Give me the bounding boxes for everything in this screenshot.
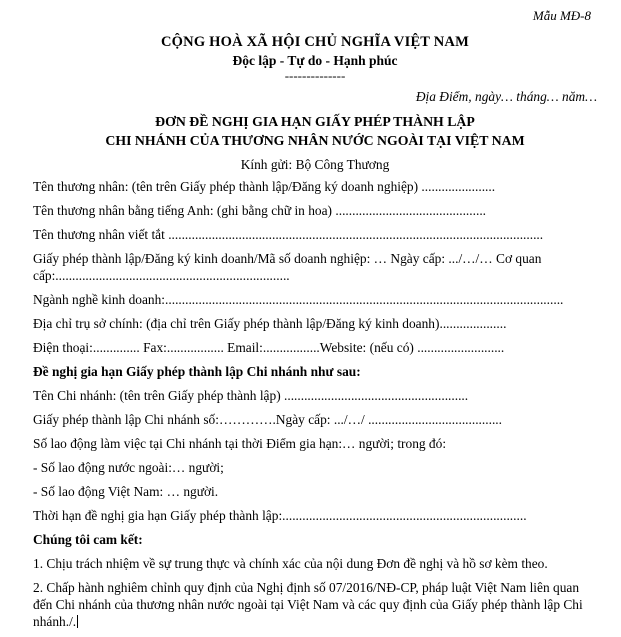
field-business-lines: Ngành nghề kinh doanh:.......................................................................................................................	[33, 292, 564, 307]
field-branch-name: Tên Chi nhánh: (tên trên Giấy phép thành lập) .......................................................	[33, 388, 469, 403]
form-body	[33, 178, 597, 637]
field-trader-name: Tên thương nhân: (tên trên Giấy phép thành lập/Đăng ký doanh nghiệp) ......................	[33, 179, 496, 194]
field-employee-count: Số lao động làm việc tại Chi nhánh tại thời Điểm gia hạn:… người; trong đó:	[33, 436, 447, 451]
commitment-item-2	[33, 579, 597, 630]
field-branch-license-number: Giấy phép thành lập Chi nhánh số:………….Ngày cấp: .../…/ ........................................	[33, 412, 502, 427]
commitment-item-2-text: 2. Chấp hành nghiêm chỉnh quy định của Nghị định số 07/2016/NĐ-CP, pháp luật Việt Nam liên quan đến Chi nhánh của thương nhân nước ngoài tại Việt Nam và các quy định của Giấy phép thành lập Chi nhánh./.	[33, 580, 583, 629]
place-date-line: Địa Điểm, ngày… tháng… năm…	[415, 89, 597, 104]
commitment-item-1: 1. Chịu trách nhiệm về sự trung thực và chính xác của nội dung Đơn đề nghị và hồ sơ kèm theo.	[33, 556, 548, 571]
field-foreign-employees: - Số lao động nước ngoài:… người;	[33, 460, 224, 475]
field-head-office-address: Địa chỉ trụ sở chính: (địa chỉ trên Giấy phép thành lập/Đăng ký kinh doanh)....................	[33, 316, 507, 331]
field-vietnamese-employees: - Số lao động Việt Nam: … người.	[33, 484, 219, 499]
document-title-line1: ĐƠN ĐỀ NGHỊ GIA HẠN GIẤY PHÉP THÀNH LẬP	[155, 114, 475, 129]
national-title: CỘNG HOÀ XÃ HỘI CHỦ NGHĨA VIỆT NAM	[161, 34, 469, 50]
field-extension-duration: Thời hạn đề nghị gia hạn Giấy phép thành lập:.........................................................................	[33, 508, 527, 523]
text-cursor	[77, 615, 78, 628]
section-extension-request-heading: Đề nghị gia hạn Giấy phép thành lập Chi nhánh như sau:	[33, 364, 361, 379]
recipient-line: Kính gửi: Bộ Công Thương	[240, 157, 390, 172]
field-contact-info: Điện thoại:.............. Fax:................. Email:.................Website: (nếu có) ..........................	[33, 340, 505, 355]
motto-separator: --------------	[284, 68, 346, 83]
field-trader-name-english: Tên thương nhân bằng tiếng Anh: (ghi bằng chữ in hoa) .............................................	[33, 203, 487, 218]
section-commitment-heading: Chúng tôi cam kết:	[33, 532, 143, 547]
form-code-label: Mẫu MĐ-8	[532, 8, 591, 23]
national-motto: Độc lập - Tự do - Hạnh phúc	[232, 53, 398, 68]
field-trader-name-abbreviated: Tên thương nhân viết tắt ................................................................................................................	[33, 227, 544, 242]
field-establishment-license: Giấy phép thành lập/Đăng ký kinh doanh/Mã số doanh nghiệp: … Ngày cấp: .../…/… Cơ quan cấp:......................................................................	[33, 251, 542, 283]
document-title-line2: CHI NHÁNH CỦA THƯƠNG NHÂN NƯỚC NGOÀI TẠI VIỆT NAM	[105, 133, 525, 148]
